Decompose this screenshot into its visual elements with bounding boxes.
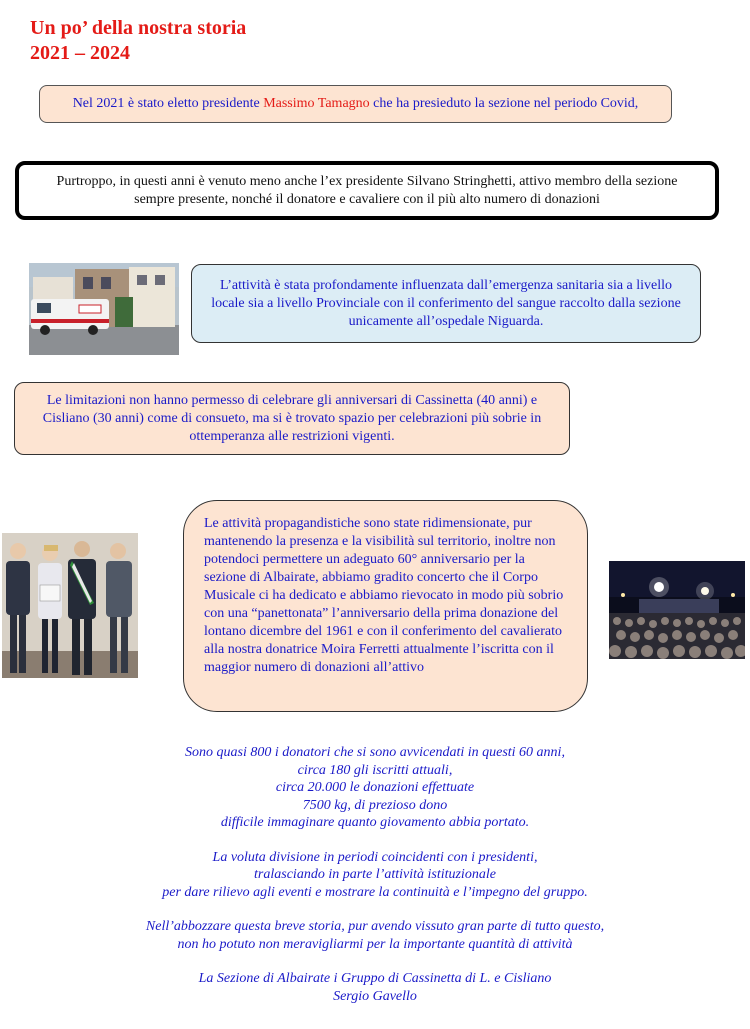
signature-line: La Sezione di Albairate i Gruppo di Cassinetta di L. e Cisliano xyxy=(198,971,552,986)
page-title xyxy=(30,16,246,66)
emergency-text: L’attività è stata profondamente influenzata dall’emergenza sanitaria sia a livello locale sia a livello Provinciale con il conferimento del sangue raccolto dalla sezione unicamente all’ospedale Niguarda. xyxy=(211,277,681,329)
memorial-box xyxy=(15,161,719,220)
closing-line: tralasciando in parte l’attività istituzionale xyxy=(254,867,496,882)
president-name: Massimo Tamagno xyxy=(263,96,370,111)
paragraph-gap xyxy=(0,832,750,849)
president-text-before: Nel 2021 è stato eletto presidente xyxy=(72,96,264,111)
closing-line: circa 180 gli iscritti attuali, xyxy=(297,762,453,778)
paragraph-gap xyxy=(0,901,750,918)
anniversaries-text: Le limitazioni non hanno permesso di celebrare gli anniversari di Cassinetta (40 anni) e Cisliano (30 anni) come di consueto, ma si è trovato spazio per celebrazioni più sobrie in ottemperanza alle restrizioni vigenti. xyxy=(42,392,542,444)
closing-line: Nell’abbozzare questa breve storia, pur avendo vissuto gran parte di tutto questo, xyxy=(145,919,605,934)
closing-line: La voluta divisione in periodi coincidenti con i presidenti, xyxy=(212,849,538,865)
closing-line: per dare rilievo agli eventi e mostrare la continuità e l’impegno del gruppo. xyxy=(162,884,588,900)
closing-line: difficile immaginare quanto giovamento abbia portato. xyxy=(220,815,530,830)
paragraph-gap xyxy=(0,953,750,970)
signature-name: Sergio Gavello xyxy=(333,988,417,1004)
concert-photo-image xyxy=(609,561,745,659)
concert-photo xyxy=(609,561,745,659)
president-box xyxy=(39,85,672,123)
memorial-text: Purtroppo, in questi anni è venuto meno anche l’ex presidente Silvano Stringhetti, attivo membro della sezione sempre presente, nonché il donatore e cavaliere con il più alto numero di donazioni xyxy=(56,173,678,207)
president-text-after: che ha presieduto la sezione nel periodo Covid, xyxy=(369,96,639,111)
title-line-2: 2021 – 2024 xyxy=(30,42,130,64)
closing-line: circa 20.000 le donazioni effettuate xyxy=(275,780,475,795)
title-line-1: Un po’ della nostra storia xyxy=(30,17,247,39)
president-text xyxy=(73,95,639,113)
closing-text xyxy=(0,744,750,1005)
closing-line: 7500 kg, di prezioso dono xyxy=(302,797,448,813)
propaganda-text: Le attività propagandistiche sono state ridimensionate, pur mantenendo la presenza e la visibilità sul territorio, inoltre non potendoci permettere un adeguato 60° anniversario per la sezione di Albairate, abbiamo gradito concerto che il Corpo Musicale ci ha dedicato e abbiamo rievocato in modo più sobrio con una “panettonata” l’anniversario della prima donazione del lontano dicembre del 1961 e con il conferimento del cavalierato alla nostra donatrice Moira Ferretti attualmente l’iscritta con il maggior numero di donazioni all’attivo xyxy=(204,516,564,675)
building-photo-image xyxy=(29,263,179,355)
closing-line: Sono quasi 800 i donatori che si sono avvicendati in questi 60 anni, xyxy=(185,745,565,760)
closing-line: non ho potuto non meravigliarmi per la importante quantità di attività xyxy=(177,936,573,952)
building-photo xyxy=(29,263,179,355)
propaganda-box xyxy=(183,500,588,712)
ceremony-photo-image xyxy=(2,533,138,678)
emergency-box xyxy=(191,264,701,343)
anniversaries-box xyxy=(14,382,570,455)
ceremony-photo xyxy=(2,533,138,678)
